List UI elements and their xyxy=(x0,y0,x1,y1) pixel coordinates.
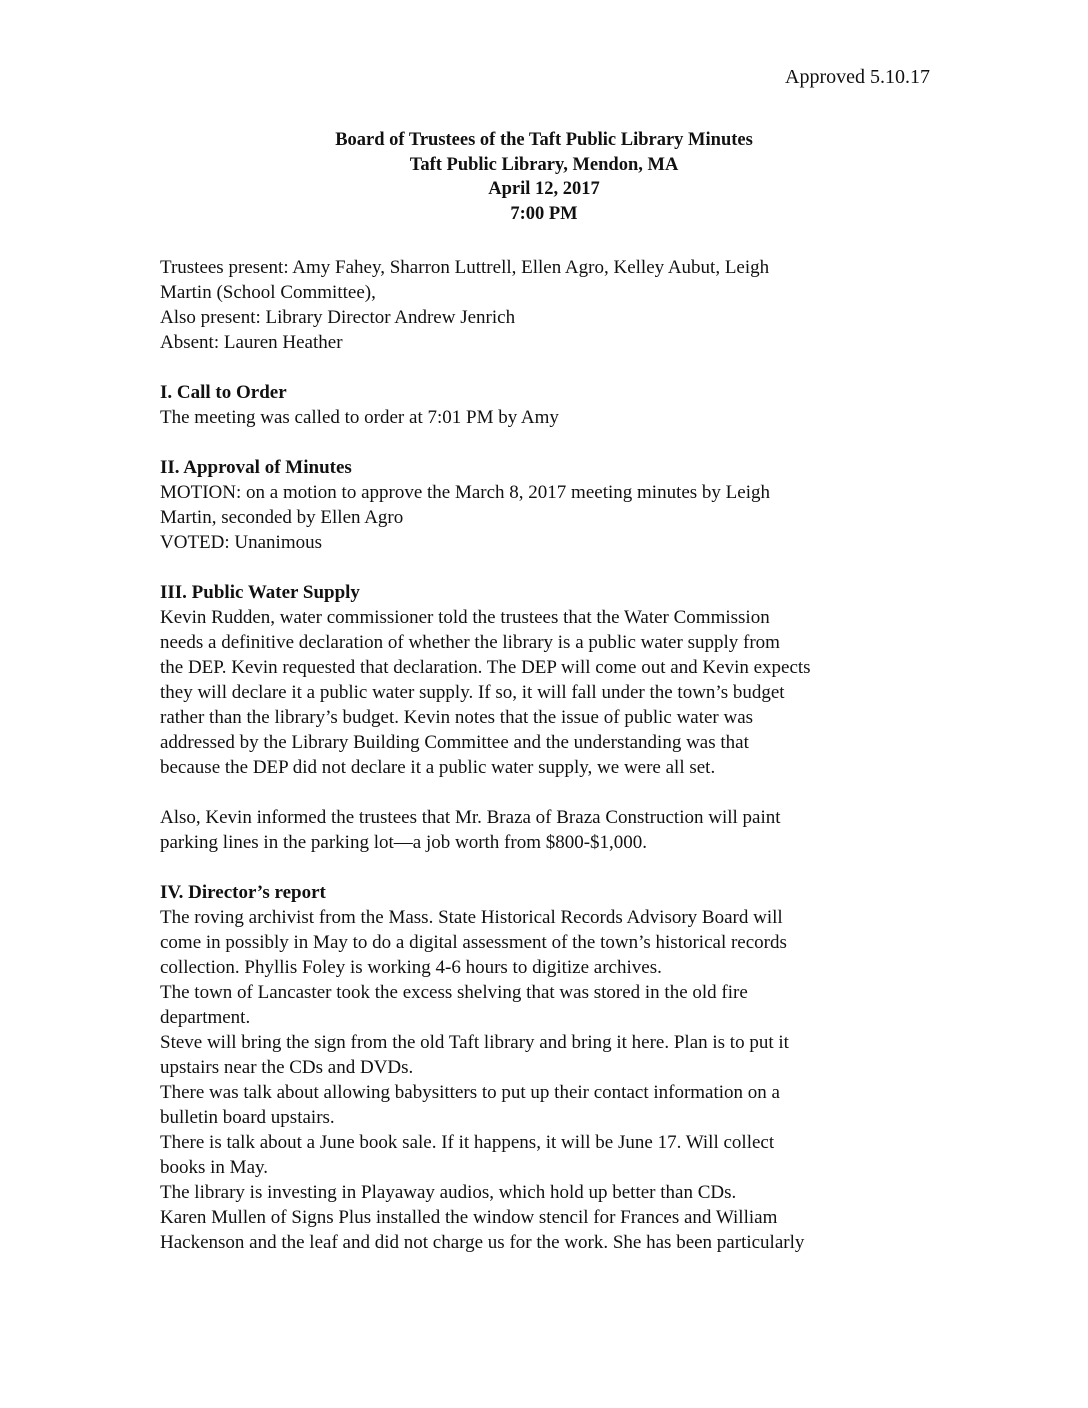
section-text-line: addressed by the Library Building Committee and the understanding was that xyxy=(160,732,749,753)
section-text-line: There was talk about allowing babysitters to put up their contact information on a xyxy=(160,1082,780,1103)
minutes-body xyxy=(160,255,950,1255)
attendance-line: Martin (School Committee), xyxy=(160,282,376,303)
section-text-line: come in possibly in May to do a digital assessment of the town’s historical records xyxy=(160,932,787,953)
approval-note: Approved 5.10.17 xyxy=(785,66,930,88)
section-text-line: VOTED: Unanimous xyxy=(160,532,323,553)
section-text-line: The roving archivist from the Mass. State Historical Records Advisory Board will xyxy=(160,907,783,928)
attendance-block xyxy=(160,255,950,355)
section-text-line: parking lines in the parking lot—a job worth from $800-$1,000. xyxy=(160,832,648,853)
section-public-water-supply xyxy=(160,580,950,855)
meeting-time: 7:00 PM xyxy=(510,203,578,224)
section-text-line: because the DEP did not declare it a public water supply, we were all set. xyxy=(160,757,716,778)
section-text-line: Karen Mullen of Signs Plus installed the window stencil for Frances and William xyxy=(160,1207,778,1228)
section-text-line: Also, Kevin informed the trustees that Mr. Braza of Braza Construction will paint xyxy=(160,807,781,828)
attendance-line: Also present: Library Director Andrew Jenrich xyxy=(160,307,516,328)
meeting-date: April 12, 2017 xyxy=(488,179,600,199)
section-text-line: The meeting was called to order at 7:01 PM by Amy xyxy=(160,407,559,428)
section-text-line: rather than the library’s budget. Kevin notes that the issue of public water was xyxy=(160,707,754,728)
section-text-line: bulletin board upstairs. xyxy=(160,1107,335,1128)
section-text-line: the DEP. Kevin requested that declaration. The DEP will come out and Kevin expects xyxy=(160,657,811,678)
section-text-line: books in May. xyxy=(160,1157,269,1178)
document-header xyxy=(160,128,928,226)
section-text-line: collection. Phyllis Foley is working 4-6 hours to digitize archives. xyxy=(160,957,662,978)
section-heading: I. Call to Order xyxy=(160,382,287,403)
section-text-line: needs a definitive declaration of whether the library is a public water supply from xyxy=(160,632,780,653)
section-text-line: Hackenson and the leaf and did not charge us for the work. She has been particularly xyxy=(160,1232,805,1253)
section-heading: III. Public Water Supply xyxy=(160,582,360,603)
section-text-line: department. xyxy=(160,1007,251,1028)
section-text-line: they will declare it a public water supply. If so, it will fall under the town’s budget xyxy=(160,682,785,703)
meeting-location: Taft Public Library, Mendon, MA xyxy=(409,154,679,175)
section-text-line: upstairs near the CDs and DVDs. xyxy=(160,1057,414,1078)
section-text-line: Kevin Rudden, water commissioner told the trustees that the Water Commission xyxy=(160,607,770,628)
section-text-line: MOTION: on a motion to approve the March 8, 2017 meeting minutes by Leigh xyxy=(160,482,770,503)
section-text-line: The town of Lancaster took the excess shelving that was stored in the old fire xyxy=(160,982,748,1003)
section-text-line: Martin, seconded by Ellen Agro xyxy=(160,507,404,528)
section-text-line: There is talk about a June book sale. If it happens, it will be June 17. Will collect xyxy=(160,1132,775,1153)
document-title: Board of Trustees of the Taft Public Library Minutes xyxy=(335,130,753,150)
section-text-line: The library is investing in Playaway audios, which hold up better than CDs. xyxy=(160,1182,737,1203)
attendance-line: Absent: Lauren Heather xyxy=(160,332,343,353)
section-call-to-order xyxy=(160,380,950,430)
section-approval-of-minutes xyxy=(160,455,950,555)
section-heading: II. Approval of Minutes xyxy=(160,457,352,478)
section-text-line: Steve will bring the sign from the old Taft library and bring it here. Plan is to put it xyxy=(160,1032,789,1053)
attendance-line: Trustees present: Amy Fahey, Sharron Luttrell, Ellen Agro, Kelley Aubut, Leigh xyxy=(160,257,770,278)
section-heading: IV. Director’s report xyxy=(160,882,326,903)
section-directors-report xyxy=(160,880,950,1255)
